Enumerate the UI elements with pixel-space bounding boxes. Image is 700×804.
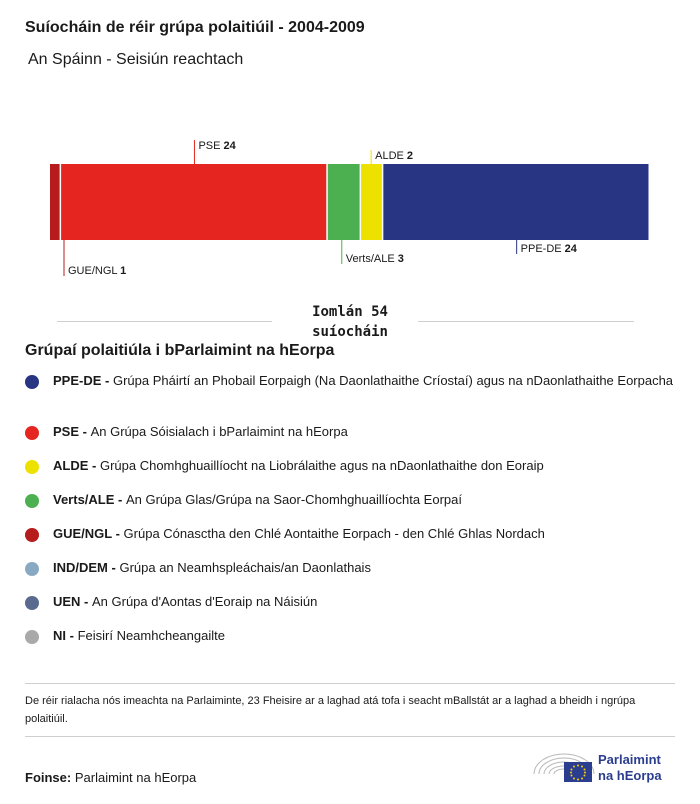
legend-desc: Grúpa Cónasctha den Chlé Aontaithe Eorpach - den Chlé Ghlas Nordach [123, 526, 545, 541]
legend-title: Grúpaí polaitiúla i bParlaimint na hEorpa [25, 342, 335, 359]
total-divider-right [418, 321, 634, 322]
bar-segment-pse [61, 164, 326, 240]
legend-abbr: GUE/NGL - [53, 526, 124, 541]
chart-title: Suíocháin de réir grúpa polaitiúil - 2004-2009 [25, 19, 365, 36]
legend-text [53, 372, 675, 390]
bar-label: PPE-DE 24 [520, 243, 577, 255]
legend-desc: Grúpa Chomhghuaillíocht na Liobrálaithe agus na nDaonlathaithe don Eoraip [99, 458, 544, 473]
legend-abbr: PSE - [53, 424, 91, 439]
legend-abbr: IND/DEM - [53, 560, 120, 575]
bar-segment-ppe-de [383, 164, 648, 240]
logo-wordmark [598, 752, 662, 784]
bar-label: ALDE 2 [375, 150, 414, 162]
bar-label: PSE 24 [198, 140, 236, 152]
legend-desc: Grúpa an Neamhspleáchais/an Daonlathais [119, 560, 371, 575]
legend-abbr: NI - [53, 628, 78, 643]
source-line [25, 770, 196, 785]
legend-abbr: ALDE - [53, 458, 100, 473]
legend-abbr: Verts/ALE - [53, 492, 126, 507]
legend-text [53, 423, 675, 441]
logo-line-1: Parlaimint [598, 752, 661, 767]
legend-text [53, 593, 675, 611]
note-divider-bottom [25, 736, 675, 737]
legend-swatch [25, 375, 39, 389]
bar-label: GUE/NGL 1 [68, 265, 127, 277]
legend-swatch [25, 460, 39, 474]
bar-segment-alde [361, 164, 382, 240]
logo-line-2: na hEorpa [598, 768, 662, 783]
legend-swatch [25, 426, 39, 440]
legend-desc: An Grúpa d'Aontas d'Eoraip na Náisiún [92, 594, 318, 609]
legend-swatch [25, 630, 39, 644]
chart-subtitle: An Spáinn - Seisiún reachtach [28, 51, 244, 68]
legend-text [53, 491, 675, 509]
note-divider-top [25, 683, 675, 684]
legend-swatch [25, 528, 39, 542]
source-label: Foinse: [25, 770, 72, 785]
legend-abbr: UEN - [53, 594, 92, 609]
legend-desc: An Grúpa Glas/Grúpa na Saor-Chomhghuaillíochta Eorpaí [125, 492, 462, 507]
legend-abbr: PPE-DE - [53, 373, 113, 388]
legend-swatch [25, 562, 39, 576]
bar-label: Verts/ALE 3 [345, 253, 404, 265]
seat-stacked-bar-chart [0, 130, 700, 290]
bar-segment-gue-ngl [50, 164, 60, 240]
bar-segment-verts-ale [328, 164, 360, 240]
rules-note: De réir rialacha nós imeachta na Parlaiminte, 23 Fheisire ar a laghad atá tofa i seacht mBallstát ar a laghad a bheidh i ngrúpa polaitiúil. [25, 695, 636, 725]
legend-desc: Grúpa Pháirtí an Phobail Eorpaigh (Na Daonlathaithe Críostaí) agus na nDaonlathaithe Eorpacha [112, 373, 674, 388]
source-value: Parlaimint na hEorpa [74, 770, 197, 785]
legend-text [53, 559, 675, 577]
legend-swatch [25, 596, 39, 610]
legend-swatch [25, 494, 39, 508]
total-divider-left [57, 321, 272, 322]
legend-text [53, 627, 675, 645]
legend-desc: An Grúpa Sóisialach i bParlaimint na hEorpa [90, 424, 348, 439]
legend-text [53, 525, 675, 543]
legend-text [53, 457, 675, 475]
legend-desc: Feisirí Neamhcheangailte [77, 628, 225, 643]
total-seats-label: Iomlán 54 suíocháin [312, 304, 388, 340]
